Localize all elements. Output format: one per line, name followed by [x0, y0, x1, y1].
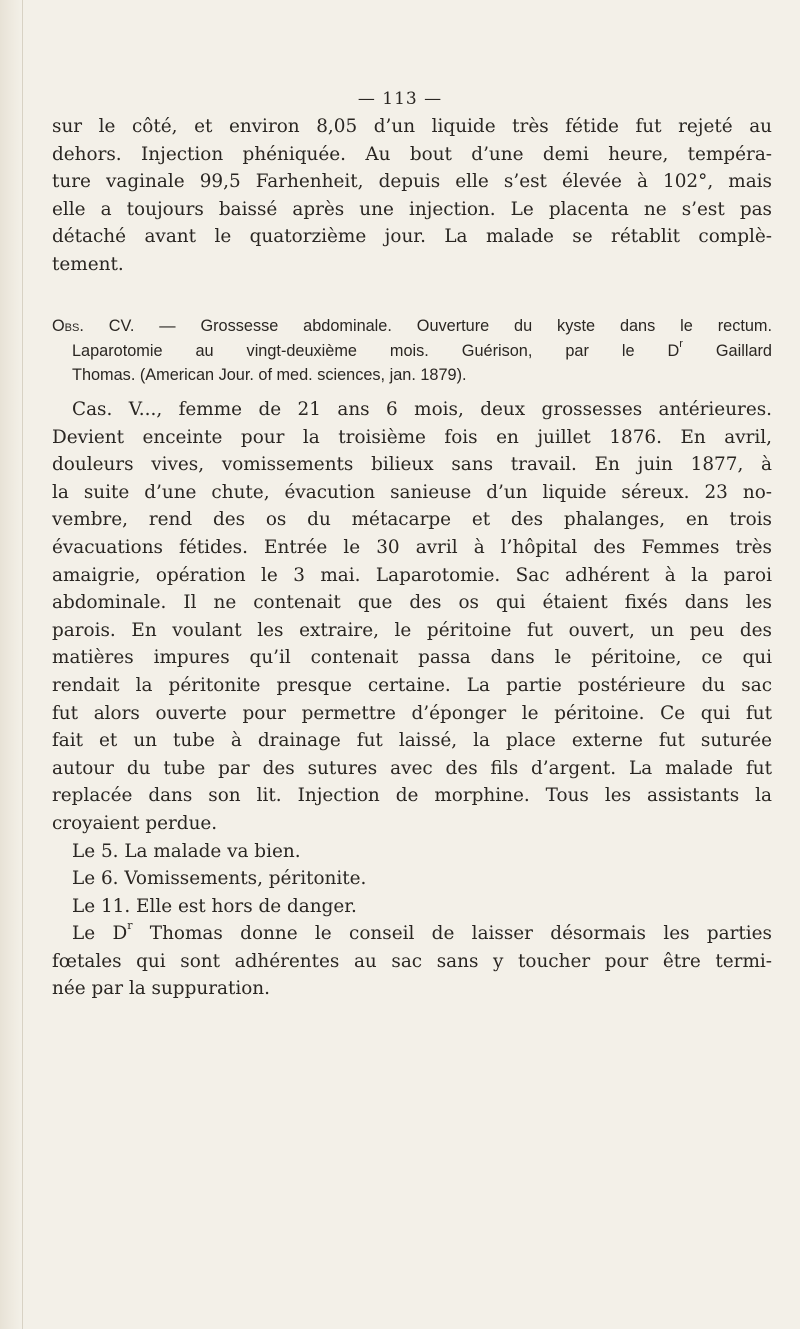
text-line: croyaient perdue.	[52, 812, 218, 834]
text-line: la suite d’une chute, évacution sanieuse d’un liquide séreux. 23 no-	[52, 481, 772, 503]
case-text: Le D	[72, 923, 128, 945]
text-line: née par la suppuration.	[52, 978, 270, 1000]
case-report	[52, 396, 772, 1003]
text-line: détaché avant le quatorzième jour. La malade se rétablit complè-	[52, 226, 772, 248]
observation-label: Obs. CV.	[52, 317, 135, 335]
text-line	[52, 920, 772, 948]
superscript: r	[679, 337, 683, 350]
text-line: fait et un tube à drainage fut laissé, la place externe fut suturée	[52, 730, 772, 752]
text-line: replacée dans son lit. Injection de morphine. Tous les assistants la	[52, 785, 772, 807]
page-binding-edge	[0, 0, 23, 1329]
page-number: — 113 —	[357, 89, 443, 109]
text-line: Devient enceinte pour la troisième fois en juillet 1876. En avril,	[52, 426, 772, 448]
text-line: amaigrie, opération le 3 mai. Laparotomie. Sac adhérent à la paroi	[52, 564, 772, 586]
text-line: dehors. Injection phéniquée. Au bout d’une demi heure, tempéra-	[52, 143, 772, 165]
case-text: Thomas donne le conseil de laisser désormais les parties	[132, 923, 772, 945]
text-line: vembre, rend des os du métacarpe et des phalanges, en trois	[52, 509, 772, 531]
text-line: fœtales qui sont adhérentes au sac sans y toucher pour être termi-	[52, 950, 772, 972]
text-line: autour du tube par des sutures avec des fils d’argent. La malade fut	[52, 757, 772, 779]
text-line: matières impures qu’il contenait passa dans le péritoine, ce qui	[52, 647, 772, 669]
text-line: ture vaginale 99,5 Farhenheit, depuis elle s’est élevée à 102°, mais	[52, 171, 772, 193]
text-line: douleurs vives, vomissements bilieux sans travail. En juin 1877, à	[52, 454, 772, 476]
observation-line	[52, 314, 772, 339]
text-line: parois. En voulant les extraire, le péritoine fut ouvert, un peu des	[52, 619, 772, 641]
observation-line	[52, 339, 772, 364]
paragraph-continuation	[52, 113, 772, 279]
observation-text: Laparotomie au vingt-deuxième mois. Guérison, par le D	[72, 341, 680, 360]
observation-line: Thomas. (American Jour. of med. sciences, jan. 1879).	[72, 366, 467, 384]
day-entry: Le 5. La malade va bien.	[72, 840, 301, 862]
observation-text: Gaillard	[682, 341, 772, 360]
day-entry: Le 11. Elle est hors de danger.	[72, 895, 357, 917]
text-line: abdominale. Il ne contenait que des os qui étaient fixés dans les	[52, 592, 772, 614]
text-line: Cas. V..., femme de 21 ans 6 mois, deux grossesses antérieures.	[72, 399, 772, 420]
observation-heading	[52, 314, 772, 388]
text-line: rendait la péritonite presque certaine. La partie postérieure du sac	[52, 674, 772, 696]
day-entry: Le 6. Vomissements, péritonite.	[72, 868, 367, 890]
observation-title: — Grossesse abdominale. Ouverture du kyste dans le rectum.	[134, 317, 772, 335]
text-line: fut alors ouverte pour permettre d’éponger le péritoine. Ce qui fut	[52, 702, 772, 724]
text-line: tement.	[52, 253, 124, 275]
superscript: r	[127, 919, 133, 933]
text-line: elle a toujours baissé après une injection. Le placenta ne s’est pas	[52, 198, 772, 220]
text-line: sur le côté, et environ 8,05 d’un liquide très fétide fut rejeté au	[52, 116, 772, 137]
text-line: évacuations fétides. Entrée le 30 avril à l’hôpital des Femmes très	[52, 536, 772, 558]
